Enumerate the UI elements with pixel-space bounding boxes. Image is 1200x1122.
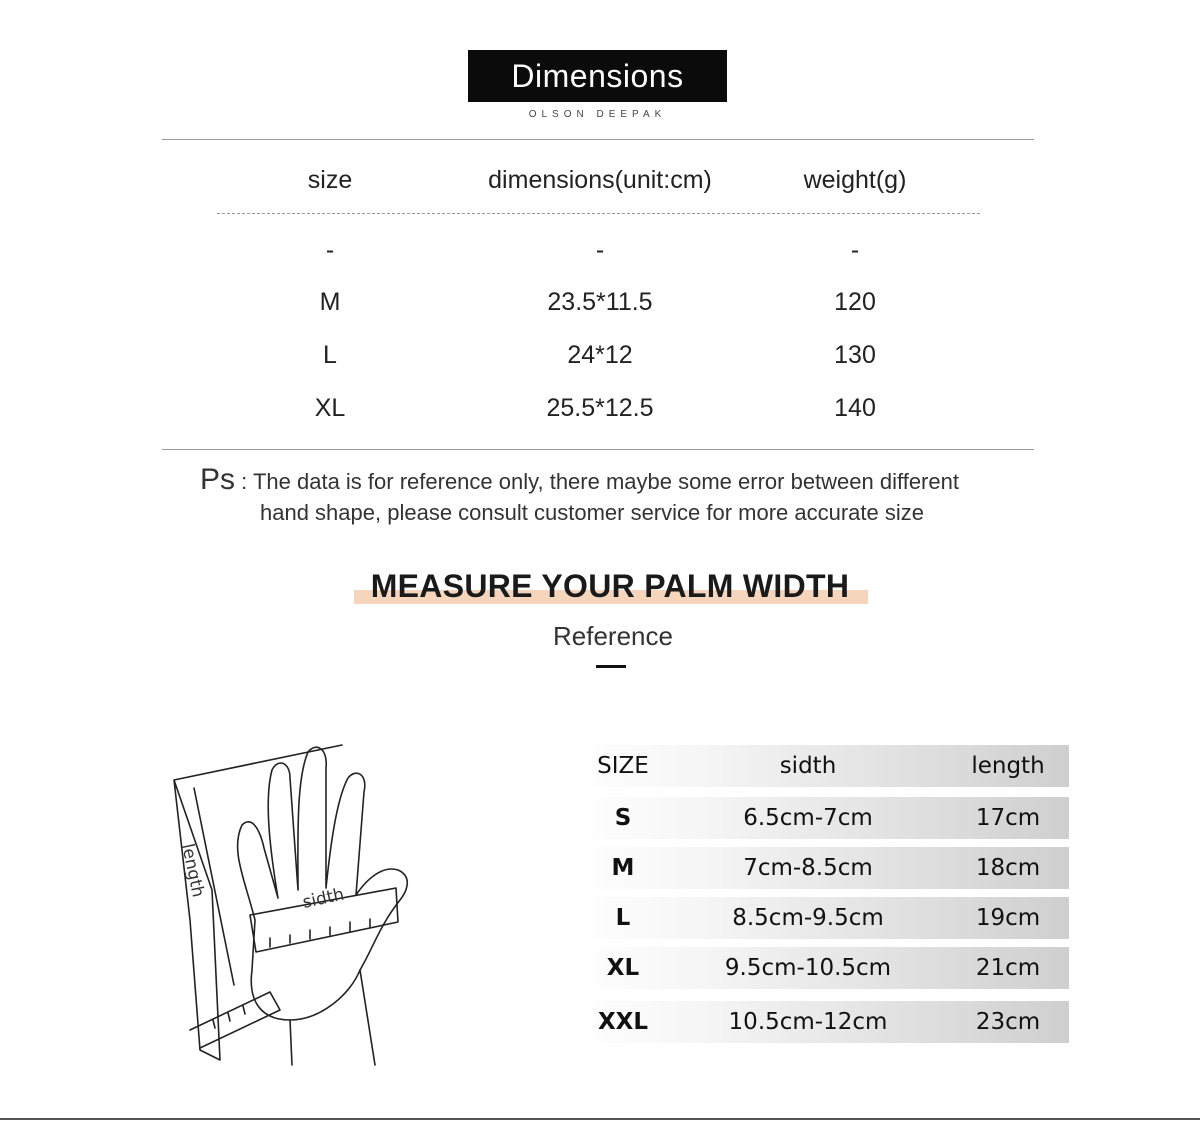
reference-label: Reference xyxy=(553,621,673,651)
header-size: SIZE xyxy=(597,753,649,779)
table-row xyxy=(573,947,1069,989)
row-length: 19cm xyxy=(975,905,1041,931)
dimensions-title: Dimensions xyxy=(511,57,684,94)
row-dimensions: 24*12 xyxy=(567,341,633,369)
table-row xyxy=(573,1001,1069,1043)
bottom-divider xyxy=(0,1118,1200,1120)
row-size: L xyxy=(323,341,337,369)
row-size: XL xyxy=(606,955,640,981)
row-size: XXL xyxy=(597,1009,649,1035)
row-weight: - xyxy=(850,236,860,264)
size-table-header xyxy=(573,745,1069,787)
hand-outline xyxy=(238,747,408,1020)
row-width: 10.5cm-12cm xyxy=(728,1009,888,1035)
row-width: 7cm-8.5cm xyxy=(743,855,873,881)
row-width: 9.5cm-10.5cm xyxy=(724,955,892,981)
row-dimensions: - xyxy=(595,236,605,264)
row-size: S xyxy=(614,805,632,831)
note-line-1: : The data is for reference only, there maybe some error between different xyxy=(241,469,959,494)
row-size: M xyxy=(319,288,341,316)
brand-subtitle: OLSON DEEPAK xyxy=(528,109,667,120)
note-line-2: hand shape, please consult customer service for more accurate size xyxy=(260,500,924,525)
table-top-divider xyxy=(162,139,1034,140)
row-weight: 130 xyxy=(834,341,876,369)
row-size: XL xyxy=(314,394,346,422)
table-bottom-divider xyxy=(162,449,1034,450)
header-size: size xyxy=(307,166,353,194)
width-label: sidth xyxy=(300,884,346,913)
row-size: - xyxy=(325,236,335,264)
row-width: 6.5cm-7cm xyxy=(743,805,873,831)
header-dashed-divider xyxy=(217,213,980,214)
measure-title: MEASURE YOUR PALM WIDTH xyxy=(370,568,850,604)
dimensions-title-box xyxy=(468,50,727,102)
row-weight: 120 xyxy=(834,288,876,316)
table-row xyxy=(573,897,1069,939)
table-row xyxy=(573,847,1069,889)
reference-note xyxy=(200,464,1040,528)
row-length: 21cm xyxy=(975,955,1041,981)
reference-underline xyxy=(596,665,626,668)
note-label: Ps xyxy=(200,463,236,496)
row-weight: 140 xyxy=(834,394,876,422)
row-dimensions: 23.5*11.5 xyxy=(547,288,653,316)
row-length: 17cm xyxy=(975,805,1041,831)
header-width: sidth xyxy=(779,753,837,779)
row-length: 18cm xyxy=(975,855,1041,881)
row-size: M xyxy=(611,855,635,881)
row-dimensions: 25.5*12.5 xyxy=(546,394,654,422)
header-weight: weight(g) xyxy=(803,166,907,194)
row-size: L xyxy=(615,905,631,931)
length-label: length xyxy=(177,841,208,900)
row-width: 8.5cm-9.5cm xyxy=(732,905,884,931)
header-length: length xyxy=(971,753,1045,779)
table-row xyxy=(573,797,1069,839)
hand-measurement-diagram xyxy=(160,730,500,1070)
header-dimensions: dimensions(unit:cm) xyxy=(488,166,712,194)
row-length: 23cm xyxy=(975,1009,1041,1035)
